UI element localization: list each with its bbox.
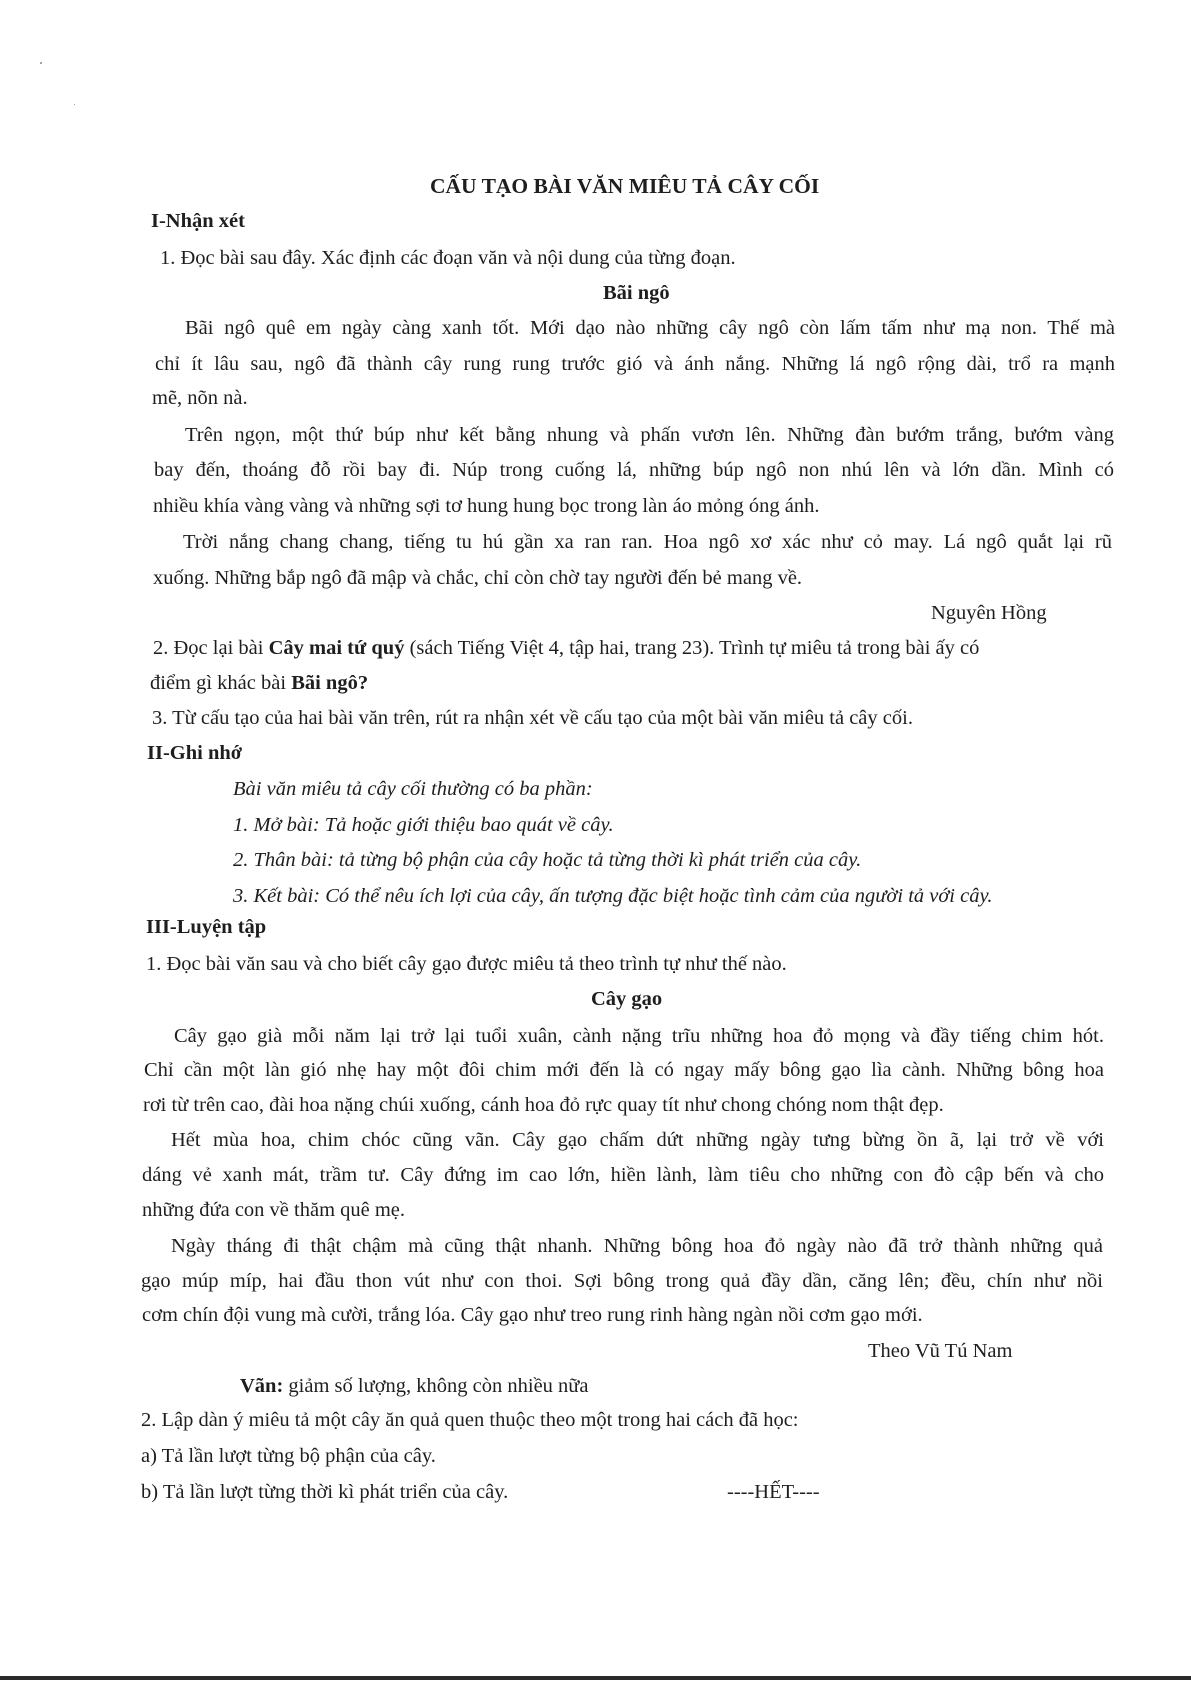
author-nguyen-hong: Nguyên Hồng: [931, 602, 1047, 624]
question-2: [153, 636, 979, 660]
paragraph-line: Cây gạo già mỗi năm lại trở lại tuổi xuân, cành nặng trĩu những hoa đỏ mọng và đầy tiếng chim hót.: [174, 1025, 1104, 1047]
scan-speck: [40, 62, 42, 64]
paragraph-line: nhiều khía vàng vàng và những sợi tơ hung hung bọc trong làn áo mỏng óng ánh.: [153, 495, 820, 517]
paragraph-line: Hết mùa hoa, chim chóc cũng vãn. Cây gạo chấm dứt những ngày tưng bừng ồn ã, lại trở về với: [171, 1129, 1104, 1151]
paragraph-line: xuống. Những bắp ngô đã mập và chắc, chỉ còn chờ tay người đến bẻ mang về.: [153, 567, 803, 589]
paragraph-line: bay đến, thoáng đỗ rồi bay đi. Núp trong cuống lá, những búp ngô non nhú lên và lớn dần. Mình có: [154, 459, 1114, 481]
question-3: 3. Từ cấu tạo của hai bài văn trên, rút ra nhận xét về cấu tạo của một bài văn miêu tả cây cối.: [152, 707, 913, 729]
paragraph-line: Bãi ngô quê em ngày càng xanh tốt. Mới dạo nào những cây ngô còn lấm tấm như mạ non. Thế mà: [185, 317, 1115, 339]
paragraph-line: Chỉ cần một làn gió nhẹ hay một đôi chim mới đến là có ngay mấy bông gạo lìa cành. Những bông hoa: [144, 1059, 1104, 1081]
section-heading-ghi-nho: II-Ghi nhớ: [147, 742, 243, 764]
end-mark: ----HẾT----: [727, 1481, 820, 1503]
question-2-text: điểm gì khác bài: [150, 672, 292, 694]
author-vu-tu-nam: Theo Vũ Tú Nam: [868, 1340, 1013, 1362]
exercise-1: 1. Đọc bài văn sau và cho biết cây gạo được miêu tả theo trình tự như thế nào.: [146, 953, 787, 975]
exercise-2-option-a: a) Tả lần lượt từng bộ phận của cây.: [141, 1445, 436, 1467]
memo-item-1: 1. Mở bài: Tả hoặc giới thiệu bao quát về cây.: [233, 814, 614, 836]
paragraph-line: Trên ngọn, một thứ búp như kết bằng nhung và phấn vươn lên. Những đàn bướm trắng, bướm vàng: [185, 424, 1114, 446]
paragraph-line: rơi từ trên cao, đài hoa nặng chúi xuống, cánh hoa đỏ rực quay tít như chong chóng nom thật đẹp.: [143, 1094, 944, 1116]
question-1: 1. Đọc bài sau đây. Xác định các đoạn văn và nội dung của từng đoạn.: [160, 247, 736, 269]
book-title-bai-ngo: Bãi ngô?: [291, 672, 369, 694]
memo-intro: Bài văn miêu tả cây cối thường có ba phần:: [233, 778, 593, 800]
exercise-2: 2. Lập dàn ý miêu tả một cây ăn quả quen thuộc theo một trong hai cách đã học:: [141, 1409, 799, 1431]
story-title-cay-gao: Cây gạo: [591, 988, 663, 1010]
paragraph-line: Trời nắng chang chang, tiếng tu hú gần xa ran ran. Hoa ngô xơ xác như cỏ may. Lá ngô quắt lại rũ: [183, 531, 1112, 553]
scan-speck: [74, 104, 75, 105]
vocab-definition: giảm số lượng, không còn nhiều nữa: [283, 1375, 589, 1397]
vocab-term: Vãn:: [240, 1375, 284, 1397]
paragraph-line: dáng vẻ xanh mát, trầm tư. Cây đứng im cao lớn, hiền lành, làm tiêu cho những con đò cập bến và cho: [142, 1164, 1104, 1186]
page-title: CẤU TẠO BÀI VĂN MIÊU TẢ CÂY CỐI: [430, 174, 820, 198]
question-2-line-2: [150, 671, 368, 695]
paragraph-line: những đứa con về thăm quê mẹ.: [142, 1199, 406, 1221]
question-2-text: (sách Tiếng Việt 4, tập hai, trang 23). Trình tự miêu tả trong bài ấy có: [404, 637, 980, 659]
paragraph-line: cơm chín đội vung mà cười, trắng lóa. Cây gạo như treo rung rinh hàng ngàn nồi cơm gạo mới.: [142, 1304, 923, 1326]
book-title-cay-mai-tu-quy: Cây mai tứ quý: [268, 637, 405, 659]
paragraph-line: Ngày tháng đi thật chậm mà cũng thật nhanh. Những bông hoa đỏ ngày nào đã trở thành những quả: [171, 1235, 1103, 1257]
memo-item-2: 2. Thân bài: tả từng bộ phận của cây hoặc tả từng thời kì phát triển của cây.: [233, 849, 862, 871]
exercise-2-option-b: b) Tả lần lượt từng thời kì phát triển của cây.: [141, 1481, 509, 1503]
vocab-note: [240, 1374, 589, 1398]
paragraph-line: chỉ ít lâu sau, ngô đã thành cây rung rung trước gió và ánh nắng. Những lá ngô rộng dài, trổ ra mạnh: [155, 353, 1115, 375]
paragraph-line: gạo múp míp, hai đầu thon vút như con thoi. Sợi bông trong quả đầy dần, căng lên; đều, chín như nồi: [141, 1270, 1103, 1292]
paragraph-line: mẽ, nõn nà.: [152, 387, 248, 409]
memo-item-3: 3. Kết bài: Có thể nêu ích lợi của cây, ấn tượng đặc biệt hoặc tình cảm của người tả với cây.: [233, 885, 993, 907]
question-2-text: 2. Đọc lại bài: [153, 637, 269, 659]
section-heading-nhan-xet: I-Nhận xét: [151, 210, 245, 232]
story-title-bai-ngo: Bãi ngô: [603, 282, 670, 304]
section-heading-luyen-tap: III-Luyện tập: [146, 916, 267, 938]
scan-bottom-edge: [0, 1676, 1191, 1680]
